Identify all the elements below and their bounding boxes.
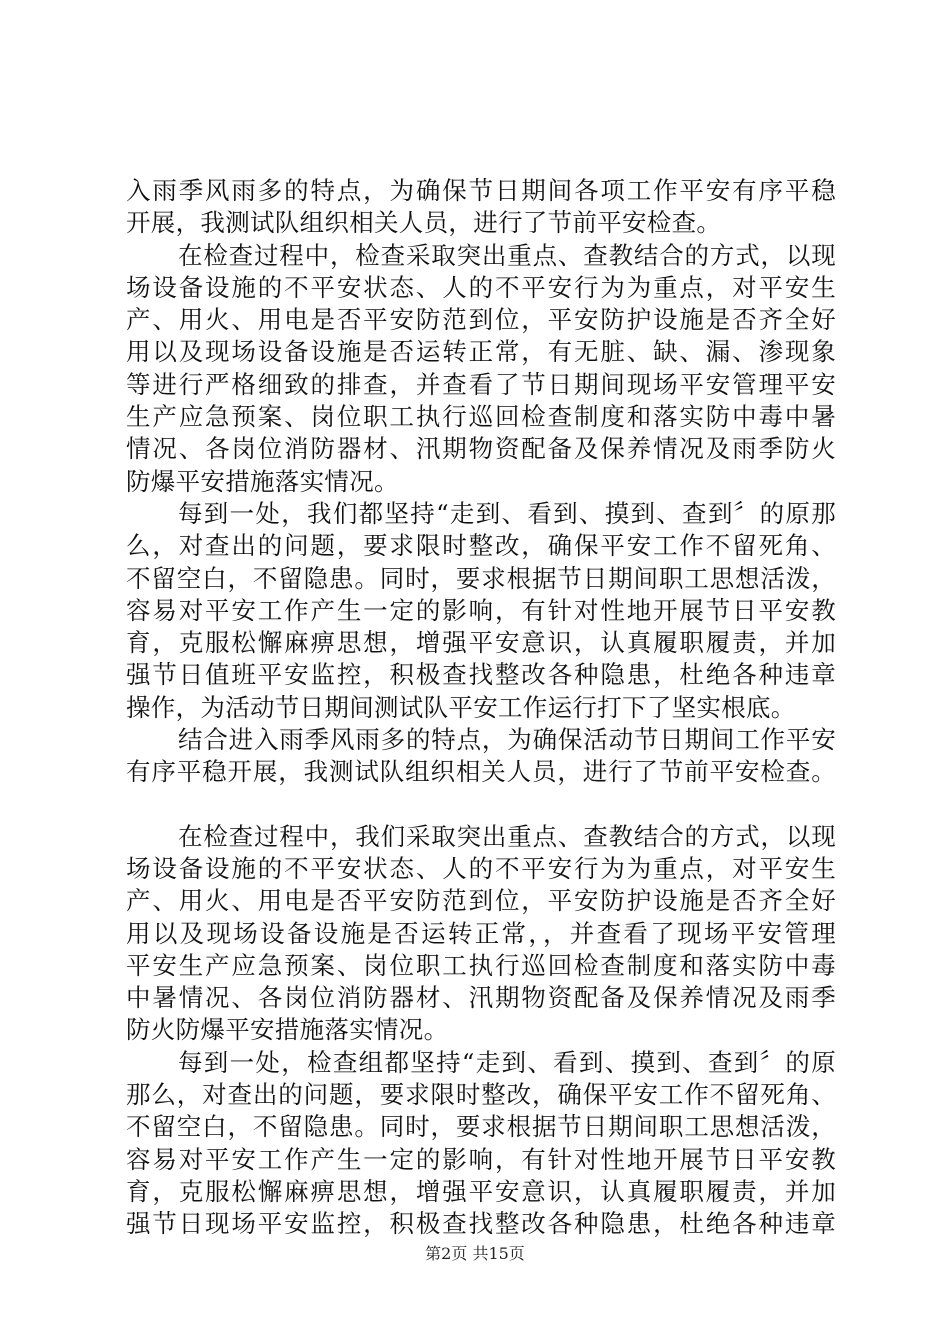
- text-line: 场设备设施的不平安状态、人的不平安行为为重点，对平安生: [126, 853, 836, 883]
- text-line: 中暑情况、各岗位消防器材、汛期物资配备及保养情况及雨季: [126, 983, 836, 1013]
- text-line: 防爆平安措施落实情况。: [126, 466, 399, 496]
- text-line: 育，克服松懈麻痹思想，增强平安意识，认真履职履责，并加: [126, 1176, 836, 1206]
- text-line: 在检查过程中，检查采取突出重点、查教结合的方式，以现: [178, 240, 836, 270]
- text-line: 那么，对查出的问题，要求限时整改，确保平安工作不留死角、: [126, 1080, 836, 1110]
- text-line: 等进行严格细致的排查，并查看了节日期间现场平安管理平安: [126, 369, 836, 399]
- text-line: 用以及现场设备设施是否运转正常，，并查看了现场平安管理: [126, 918, 836, 948]
- text-line: 每到一处，我们都坚持“走到、看到、摸到、查到〞的原那: [178, 498, 836, 528]
- text-line: 防火防爆平安措施落实情况。: [126, 1015, 449, 1045]
- text-line: 结合进入雨季风雨多的特点，为确保活动节日期间工作平安: [178, 725, 836, 755]
- document-body: [126, 175, 836, 1241]
- text-line: 容易对平安工作产生一定的影响，有针对性地开展节日平安教: [126, 1144, 836, 1174]
- text-line: 强节日值班平安监控，积极查找整改各种隐患，杜绝各种违章: [126, 660, 836, 690]
- text-line: 容易对平安工作产生一定的影响，有针对性地开展节日平安教: [126, 595, 836, 625]
- text-line: 开展，我测试队组织相关人员，进行了节前平安检查。: [126, 208, 722, 238]
- page-number-footer: 第2页 共15页: [425, 1244, 525, 1263]
- text-line: 产、用火、用电是否平安防范到位，平安防护设施是否齐全好: [126, 305, 836, 335]
- text-line: 在检查过程中，我们采取突出重点、查教结合的方式，以现: [178, 821, 836, 851]
- text-line: 不留空白，不留隐患。同时，要求根据节日期间职工思想活泼，: [126, 1112, 836, 1142]
- text-line: 强节日现场平安监控，积极查找整改各种隐患，杜绝各种违章: [126, 1209, 836, 1239]
- text-line: 么，对查出的问题，要求限时整改，确保平安工作不留死角、: [126, 531, 836, 561]
- text-line: 入雨季风雨多的特点，为确保节日期间各项工作平安有序平稳: [126, 176, 836, 205]
- paragraph-gap: [126, 789, 836, 821]
- text-line: 不留空白，不留隐患。同时，要求根据节日期间职工思想活泼，: [126, 563, 836, 593]
- text-line: 用以及现场设备设施是否运转正常，有无脏、缺、漏、渗现象: [126, 337, 836, 367]
- text-line: 平安生产应急预案、岗位职工执行巡回检查制度和落实防中毒: [126, 950, 836, 980]
- text-line: 情况、各岗位消防器材、汛期物资配备及保养情况及雨季防火: [126, 434, 836, 464]
- text-line: 场设备设施的不平安状态、人的不平安行为为重点，对平安生: [126, 272, 836, 302]
- text-line: 有序平稳开展，我测试队组织相关人员，进行了节前平安检查。: [126, 757, 836, 787]
- text-line: 育，克服松懈麻痹思想，增强平安意识，认真履职履责，并加: [126, 628, 836, 658]
- text-line: 产、用火、用电是否平安防范到位，平安防护设施是否齐全好: [126, 886, 836, 916]
- text-line: 生产应急预案、岗位职工执行巡回检查制度和落实防中毒中暑: [126, 402, 836, 432]
- text-line: 每到一处，检查组都坚持“走到、看到、摸到、查到〞的原: [178, 1047, 836, 1077]
- text-line: 操作，为活动节日期间测试队平安工作运行打下了坚实根底。: [126, 692, 796, 722]
